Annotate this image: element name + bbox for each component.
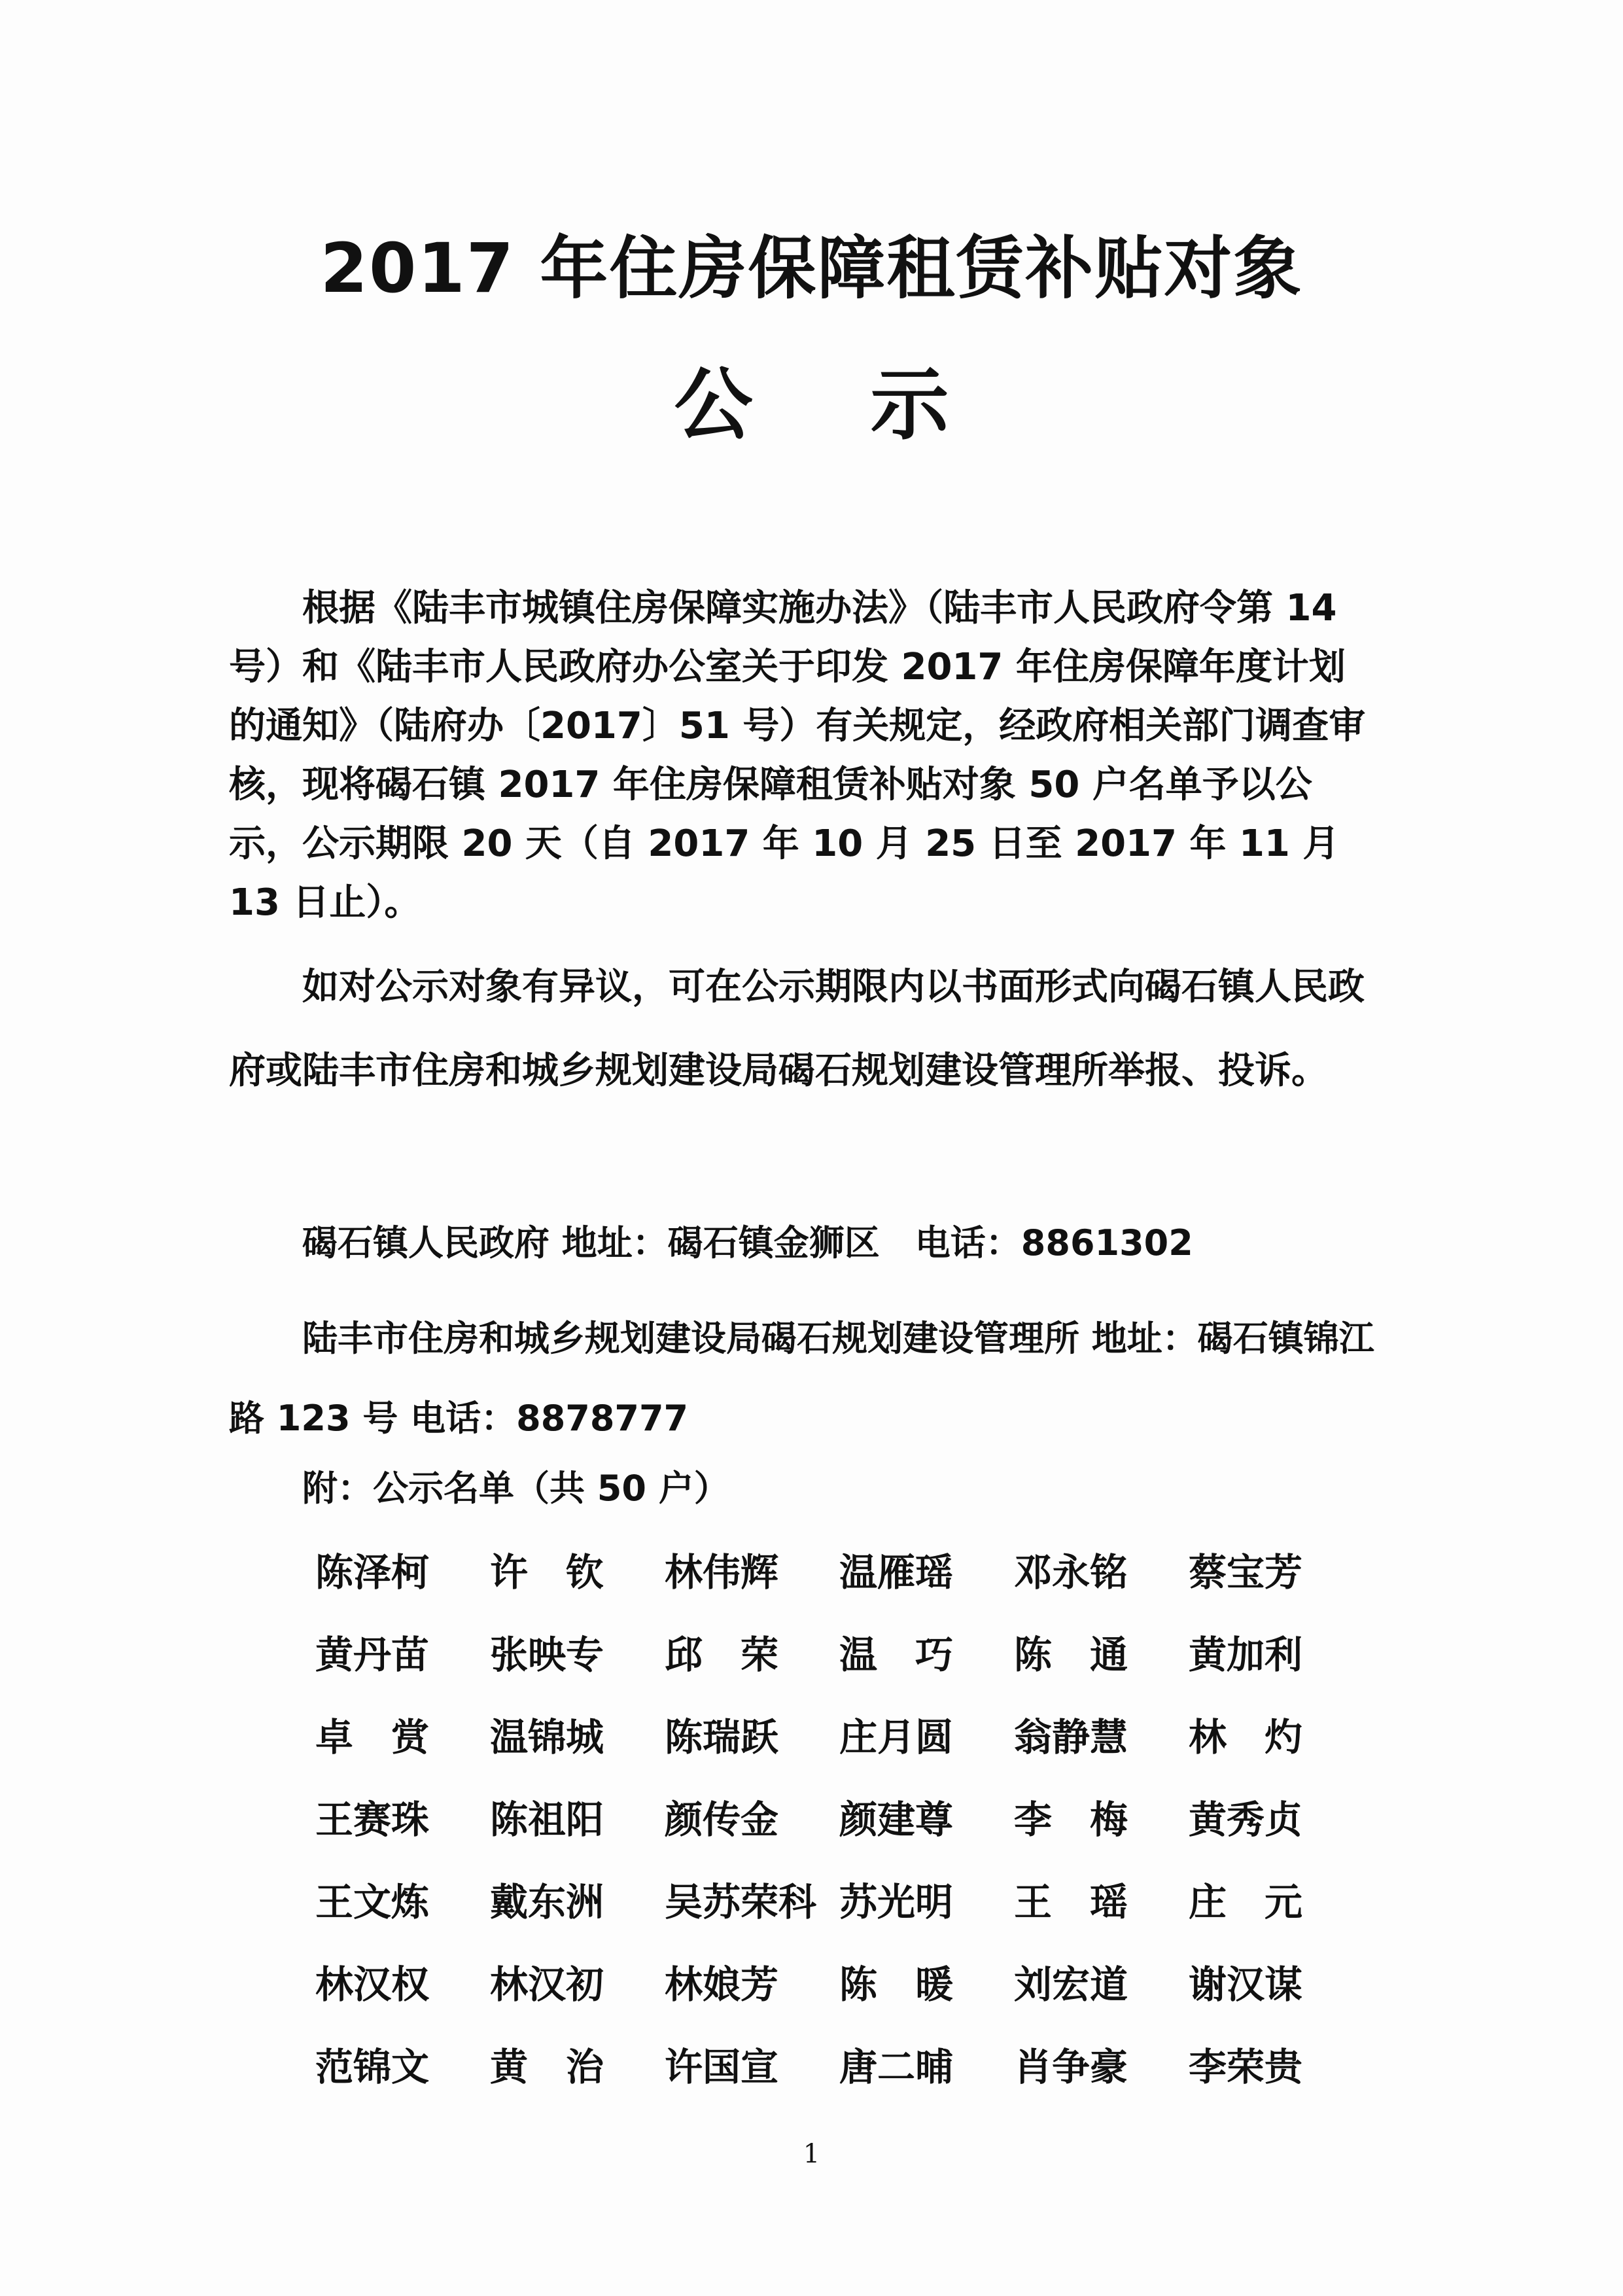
list-item: 温雁瑶 — [839, 1550, 954, 1595]
list-item: 王赛珠 — [315, 1797, 430, 1842]
list-item: 卓 赏 — [315, 1715, 430, 1759]
list-item: 黄秀贞 — [1189, 1797, 1303, 1842]
list-item: 谢汉谋 — [1189, 1962, 1303, 2007]
list-item: 黄 治 — [490, 2045, 604, 2089]
page-number: 1 — [803, 2139, 820, 2169]
contact-town-government: 碣石镇人民政府 地址：碣石镇金狮区 电话：8861302 — [302, 1222, 1193, 1263]
list-item: 李荣贵 — [1189, 2045, 1303, 2089]
list-item: 陈泽柯 — [315, 1550, 430, 1595]
list-item: 陈 暖 — [839, 1962, 954, 2007]
list-item: 邱 荣 — [665, 1633, 779, 1677]
list-item: 戴东洲 — [490, 1880, 604, 1924]
list-item: 李 梅 — [1014, 1797, 1128, 1842]
list-item: 许 钦 — [490, 1550, 604, 1595]
list-item: 庄月圆 — [839, 1715, 954, 1759]
list-item: 邓永铭 — [1014, 1550, 1128, 1595]
document-subtitle: 公示 — [674, 360, 1067, 451]
list-item: 王 瑶 — [1014, 1880, 1128, 1924]
list-item: 苏光明 — [839, 1880, 954, 1924]
list-item: 肖争豪 — [1014, 2045, 1128, 2089]
list-item: 林伟辉 — [665, 1550, 779, 1595]
list-item: 范锦文 — [315, 2045, 430, 2089]
list-item: 颜建尊 — [839, 1797, 954, 1842]
list-item: 林汉初 — [490, 1962, 604, 2007]
list-item: 林娘芳 — [665, 1962, 779, 2007]
list-item: 张映专 — [490, 1633, 604, 1677]
list-item: 陈瑞跃 — [665, 1715, 779, 1759]
list-item: 蔡宝芳 — [1189, 1550, 1303, 1595]
paragraph-basis: 根据《陆丰市城镇住房保障实施办法》（陆丰市人民政府令第 14 号）和《陆丰市人民政府办公室关于印发 2017 年住房保障年度计划的通知》（陆府办〔2017〕51 号）有关规定，经政府相关部门调查审核，现将碣石镇 2017 年住房保障租赁补贴对象 50 户名单予以公示，公示期限 20 天（自 2017 年 10 月 25 日至 2017 年 11 月 13 日止）。 — [229, 587, 1366, 924]
list-item: 黄加利 — [1189, 1633, 1303, 1677]
list-item: 陈祖阳 — [490, 1797, 604, 1842]
document-title: 2017 年住房保障租赁补贴对象 — [320, 228, 1303, 308]
list-item: 王文炼 — [315, 1880, 430, 1924]
list-item: 黄丹苗 — [315, 1633, 430, 1677]
list-item: 林 灼 — [1189, 1715, 1303, 1759]
list-item: 温 巧 — [839, 1633, 954, 1677]
list-item: 温锦城 — [490, 1715, 604, 1759]
contact-planning-office: 陆丰市住房和城乡规划建设局碣石规划建设管理所 地址：碣石镇锦江路 123 号 电话：8878777 — [229, 1318, 1374, 1439]
list-item: 陈 通 — [1014, 1633, 1128, 1677]
list-item: 颜传金 — [665, 1797, 779, 1842]
list-item: 许国宣 — [665, 2045, 779, 2089]
list-item: 刘宏道 — [1014, 1962, 1128, 2007]
list-item: 唐二晡 — [839, 2045, 954, 2089]
name-list — [315, 1543, 1362, 2120]
paragraph-objection: 如对公示对象有异议，可在公示期限内以书面形式向碣石镇人民政府或陆丰市住房和城乡规划建设局碣石规划建设管理所举报、投诉。 — [229, 966, 1365, 1092]
list-item: 林汉权 — [315, 1962, 430, 2007]
appendix-label: 附：公示名单（共 50 户） — [302, 1468, 729, 1509]
list-item: 庄 元 — [1189, 1880, 1303, 1924]
list-item: 吴苏荣科 — [665, 1880, 817, 1924]
list-item: 翁静慧 — [1014, 1715, 1128, 1759]
